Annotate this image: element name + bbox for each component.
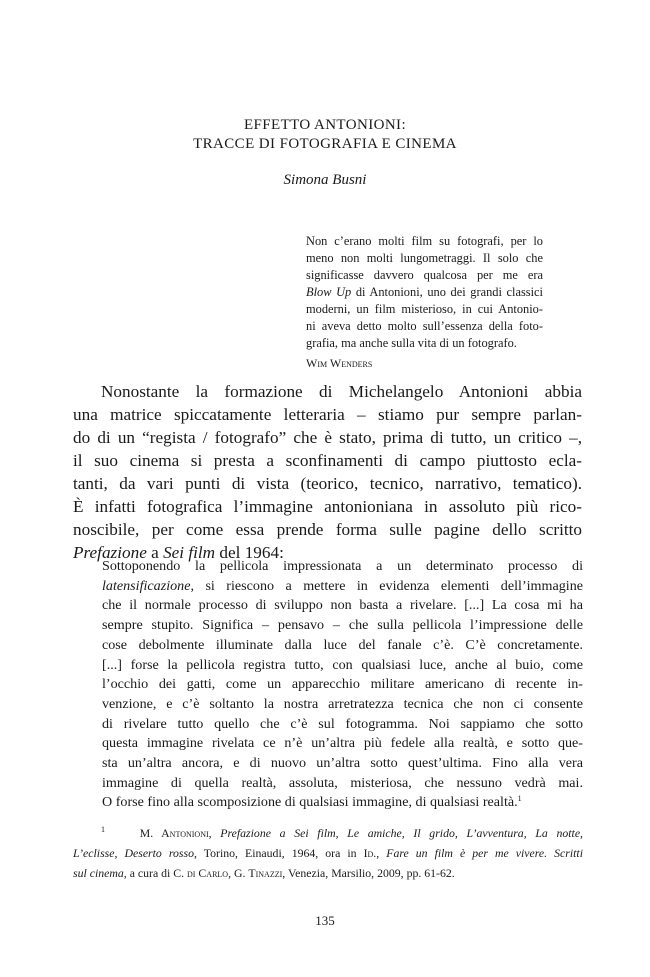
body-text: del 1964: bbox=[215, 543, 284, 562]
footnote-author: M. Antonioni bbox=[139, 826, 209, 840]
epigraph-line: Non c’erano molti film su fotografi, per lo bbox=[306, 234, 543, 248]
quote-line: immagine di quella realtà, assoluta, misteriosa, che nessuno vedrà mai. bbox=[102, 774, 583, 791]
chapter-title-line-1: EFFETTO ANTONIONI: bbox=[243, 117, 407, 133]
quote-line: [...] forse la pellicola registra tutto, con qualsiasi luce, anche al buio, come bbox=[102, 656, 583, 673]
quote-line bbox=[102, 577, 583, 597]
footnote-text: , bbox=[376, 846, 387, 860]
quote-line: Sottoponendo la pellicola impressionata a un determinato processo di bbox=[102, 558, 583, 574]
page-number: 135 bbox=[315, 913, 335, 928]
footnote-text: , Venezia, Marsilio, 2009, pp. 61-62. bbox=[282, 866, 455, 880]
footnote-line bbox=[73, 823, 583, 843]
body-line: do di un “regista / fotografo” che è stato, prima di tutto, un critico –, bbox=[73, 428, 582, 447]
footnote-text: , bbox=[208, 826, 221, 840]
quote-line: l’occhio dei gatti, come un apparecchio militare americano di recente in- bbox=[102, 676, 583, 693]
quote-line: sta un’altra ancora, e di nuovo un’altra sotto quest’ultima. Fino alla vera bbox=[102, 755, 583, 772]
epigraph-line: grafia, ma anche sulla vita di un fotografo. bbox=[306, 336, 517, 350]
quote-line: venzione, e c’è soltanto la nostra arretratezza tecnica che non ci consente bbox=[102, 695, 583, 712]
footnote-line bbox=[73, 863, 583, 883]
body-line: una matrice spiccatamente letteraria – stiamo pur sempre parlan- bbox=[73, 405, 582, 424]
footnote-editor: Tinazzi bbox=[248, 866, 283, 880]
quote-line bbox=[102, 793, 583, 813]
footnote-ibid: Id. bbox=[363, 846, 377, 860]
epigraph-line bbox=[306, 284, 543, 301]
footnote-text: , a cura di C. bbox=[123, 866, 188, 880]
chapter-author: Simona Busni bbox=[283, 172, 367, 188]
footnote-editor: di Carlo bbox=[187, 866, 229, 880]
quote-line: di rivelare tutto quello che c’è sul fotogramma. Noi sappiamo che sotto bbox=[102, 715, 583, 732]
body-line: È infatti fotografica l’immagine antonioniana in assoluto più rico- bbox=[73, 497, 582, 516]
footnote-work: L’eclisse, Deserto rosso bbox=[73, 846, 194, 860]
body-text: a bbox=[146, 543, 164, 562]
epigraph-line: significasse davvero qualcosa per me era bbox=[306, 268, 543, 282]
epigraph-line: meno non molti lungometraggi. Il solo che bbox=[306, 251, 543, 265]
work-title: Sei film bbox=[163, 543, 216, 562]
footnote-number: 1 bbox=[101, 825, 105, 834]
footnote-text: , G. bbox=[228, 866, 249, 880]
quote-line: questa immagine rivelata ce n’è un’altra più fedele alla realtà, e sotto que- bbox=[102, 735, 583, 752]
quote-line: cose debolmente illuminate dalla luce del fanale c’è. C’è concretamente. bbox=[102, 636, 583, 653]
chapter-title-line-2: TRACCE DI FOTOGRAFIA E CINEMA bbox=[193, 136, 457, 152]
quote-italic-term: latensificazione bbox=[102, 577, 191, 594]
quote-line: che il normale processo di sviluppo non basta a rivelare. [...] La cosa mi ha bbox=[102, 597, 583, 614]
footnote bbox=[73, 823, 583, 883]
body-line: il suo cinema si presta a sconfinamenti di campo piuttosto ecla- bbox=[73, 451, 582, 470]
epigraph-line: ni aveva detto molto sull’essenza della foto- bbox=[306, 319, 543, 333]
footnote-book: Fare un film è per me vivere. Scritti bbox=[386, 846, 583, 860]
epigraph bbox=[306, 233, 543, 371]
epigraph-attribution: Wim Wenders bbox=[306, 356, 373, 370]
footnote-reference[interactable]: 1 bbox=[517, 794, 522, 804]
body-line: Nonostante la formazione di Michelangelo Antonioni abbia bbox=[101, 382, 582, 401]
body-line: noscibile, per come essa prende forma sulle pagine dello scritto bbox=[73, 520, 582, 539]
quote-text: O forse fino alla scomposizione di qualsiasi immagine, di qualsiasi realtà. bbox=[102, 794, 518, 811]
epigraph-film-title: Blow Up bbox=[306, 285, 352, 299]
footnote-book: sul cinema bbox=[73, 866, 124, 880]
footnote-line bbox=[73, 843, 583, 863]
block-quote bbox=[102, 557, 583, 813]
body-line: tanti, da vari punti di vista (teorico, tecnico, narrativo, tematico). bbox=[73, 474, 582, 493]
footnote-text: , Torino, Einaudi, 1964, ora in bbox=[194, 846, 364, 860]
epigraph-line: moderni, un film misterioso, in cui Antonio- bbox=[306, 302, 543, 316]
body-paragraph bbox=[73, 380, 582, 564]
quote-text: , si riescono a mettere in evidenza elementi dell’immagine bbox=[190, 577, 583, 594]
work-title: Prefazione bbox=[73, 543, 147, 562]
footnote-work: Prefazione a Sei film, Le amiche, Il grido, L’avventura, La notte, bbox=[220, 826, 584, 840]
quote-line: sempre stupito. Significa – pensavo – che sulla pellicola l’impressione delle bbox=[102, 617, 583, 634]
epigraph-line-text: di Antonioni, uno dei grandi classici bbox=[355, 285, 543, 299]
